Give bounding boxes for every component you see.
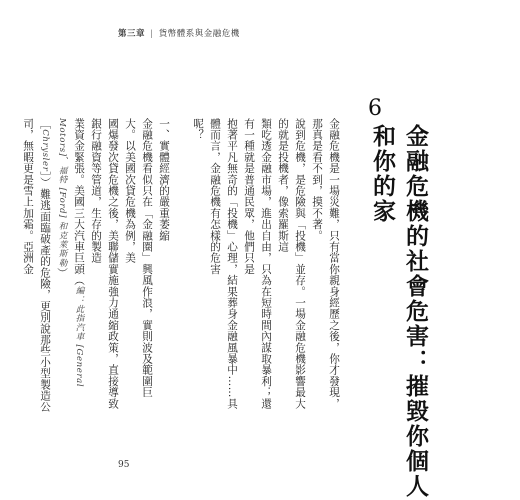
- running-header-chapter: 第三章: [118, 29, 146, 39]
- body-paragraph: [53, 118, 87, 418]
- running-header-section: 貨幣體系與金融危機: [158, 29, 240, 39]
- body-text: [19, 118, 342, 418]
- body-paragraph: [19, 118, 53, 418]
- chapter-number: 6: [368, 96, 382, 121]
- body-paragraph: 國爆發次貸危機之後，美聯儲實施強力通縮政策，直接導致銀行融資等管道，生存的製造: [90, 118, 119, 410]
- page-number: 95: [118, 460, 130, 470]
- chapter-title: 金融危機的社會危害：摧毀你個人和你的家: [369, 124, 429, 499]
- english-name: Chrysler: [40, 129, 50, 172]
- editor-note: 編：此指汽車 [General Motors]、福特 [Ford] 和克萊斯勒: [57, 118, 84, 388]
- body-text-run: ］）難逃面臨破產的危險，更別說那些小型製造公司，無暇更是雪上加霜。亞洲金: [22, 118, 51, 413]
- body-paragraph: 說到危機，是危險與「投機」並存。一場金融危機影響最大的就是投機者，像索羅斯這: [277, 118, 306, 410]
- running-header-separator: |: [150, 29, 154, 39]
- body-paragraph: 呢？: [192, 118, 204, 141]
- body-paragraph: 抱著平凡無奇的「投機」心理，結果葬身金融風暴中……具體而言，金融危機有怎樣的危害: [209, 118, 238, 410]
- body-paragraph: 金融危機是一場災難，只有當你親身經歷之後，你才發現，那真是看不到，摸不著。: [311, 118, 340, 410]
- body-paragraph: 金融危機看似只在「金融圈」興風作浪，實則波及範圍巨大。以美國次貸危機為例，美: [124, 118, 153, 398]
- body-paragraph: 類吃透金融市場，進出自由，只為在短時間內謀取暴利；還有一種就是普通民眾，他們只是: [243, 118, 272, 410]
- running-header: [118, 27, 240, 39]
- body-text-run: ［: [39, 118, 51, 130]
- body-text-run: ）: [56, 267, 68, 279]
- body-text-run: 業資金緊張。美國三大汽車巨頭（: [73, 118, 85, 286]
- section-heading: 一、實體經濟的嚴重萎縮: [158, 118, 170, 242]
